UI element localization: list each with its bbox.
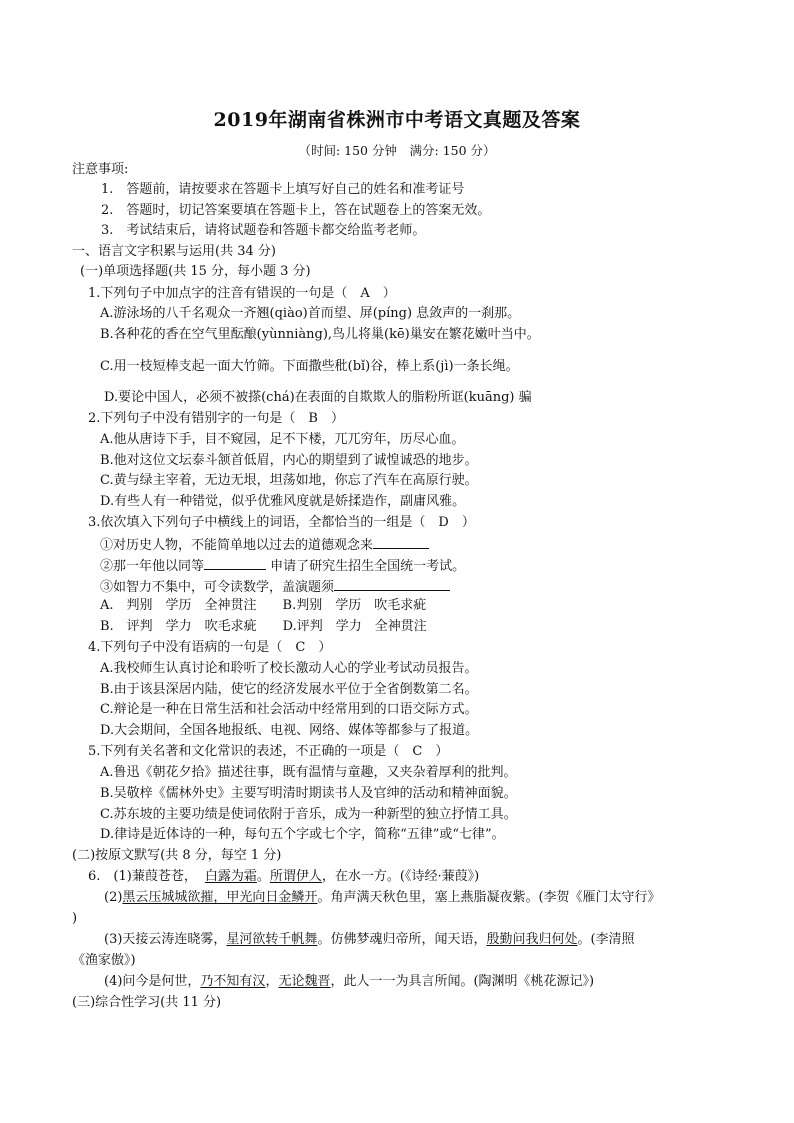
- question-option: C.辩论是一种在日常生活和社会活动中经常用到的口语交际方式。: [100, 702, 478, 717]
- question-option: A. 判别 学历 全神贯注 B.判别 学历 吹毛求疵: [100, 598, 427, 613]
- question-option: B.他对这位文坛泰斗颔首低眉，内心的期望到了诚惶诚恐的地步。: [100, 453, 478, 468]
- recitation-text: 。: [256, 869, 270, 884]
- recitation-text: (3)天接云涛连晓雾，: [104, 932, 227, 947]
- notice-item: 2. 答题时，切记答案要填在答题卡上，答在试题卷上的答案无效。: [101, 203, 491, 218]
- recitation-answer: 黑云压城城欲摧，甲光向日金鳞开: [122, 890, 318, 905]
- fill-sentence: [100, 556, 465, 576]
- recitation-text: 。仿佛梦魂归帝所，闻天语，: [317, 932, 487, 947]
- question-option: D.大会期间，全国各地报纸、电视、网络、媒体等都参与了报道。: [100, 723, 479, 738]
- question-option: B.吴敬梓《儒林外史》主要写明清时期读书人及官绅的活动和精神面貌。: [100, 786, 517, 801]
- question-stem: 2.下列句子中没有错别字的一句是（ B ）: [88, 411, 344, 426]
- question-option: D.有些人有一种错觉，似乎优雅风度就是娇揉造作，副庸风雅。: [100, 494, 466, 509]
- recitation-line: [88, 868, 479, 886]
- question-stem: 4.下列句子中没有语病的一句是（ C ）: [88, 640, 332, 655]
- exam-time-info: （时间: 150 分钟 满分: 150 分）: [298, 143, 496, 158]
- recitation-answer: 所谓伊人: [269, 869, 322, 884]
- part-heading: (二)按原文默写(共 8 分，每空 1 分): [72, 848, 282, 863]
- page-title: 2019年湖南省株洲市中考语文真题及答案: [213, 109, 581, 131]
- recitation-text: 。角声满天秋色里，塞上燕脂凝夜紫。(李贺《雁门太守行》: [317, 890, 661, 905]
- question-option: A.鲁迅《朝花夕拾》描述往事，既有温情与童趣，又夹杂着厚利的批判。: [100, 765, 517, 780]
- question-option: D.要论中国人，必须不被搽(chá)在表面的自欺欺人的脂粉所诓(kuāng) 骗: [104, 390, 532, 405]
- fill-sentence-text: ③如智力不集中，可令读数学，盖演题须: [100, 580, 335, 595]
- fill-sentence-text: ①对历史人物，不能简单地以过去的道德观念来: [100, 538, 374, 553]
- recitation-text: 6. (1)蒹葭苍苍，: [88, 869, 197, 884]
- question-stem: 1.下列句子中加点字的注音有错误的一句是（ A ）: [88, 286, 396, 301]
- part-heading: (三)综合性学习(共 11 分): [72, 995, 222, 1010]
- recitation-line: [104, 931, 635, 949]
- recitation-text: (2): [104, 890, 123, 905]
- section-heading: 一、语言文字积累与运用(共 34 分): [72, 244, 276, 259]
- recitation-text: 《渔家傲》): [72, 953, 136, 968]
- question-option: A.游泳场的八千名观众一齐翘(qiào)首而望、屏(píng) 息敛声的一刹那。: [100, 306, 521, 321]
- question-option: D.律诗是近体诗的一种，每句五个字或七个字，简称“五律”或“七律”。: [100, 827, 505, 842]
- question-option: A.我校师生认真讨论和聆听了校长激动人心的学业考试动员报告。: [100, 661, 478, 676]
- recitation-line: [104, 973, 594, 991]
- question-option: B.由于该县深居内陆，使它的经济发展水平位于全省倒数第二名。: [100, 682, 478, 697]
- fill-sentence: [100, 535, 429, 555]
- notice-heading: 注意事项:: [72, 162, 129, 177]
- question-stem: 3.依次填入下列句子中横线上的词语，全都恰当的一组是（ D ）: [88, 515, 475, 530]
- recitation-line: [104, 889, 661, 907]
- recitation-text: ，: [265, 974, 279, 989]
- fill-sentence-text: ②那一年他以同等: [100, 559, 205, 574]
- recitation-text: (4)问今是何世，: [104, 974, 201, 989]
- notice-item: 3. 考试结束后，请将试题卷和答题卡都交给监考老师。: [101, 223, 426, 238]
- notice-item: 1. 答题前，请按要求在答题卡上填写好自己的姓名和准考证号: [101, 182, 465, 197]
- recitation-text: ，在水一方。(《诗经·蒹葭》): [321, 869, 480, 884]
- question-option: C.苏东坡的主要功绩是使词依附于音乐，成为一种新型的独立抒情工具。: [100, 807, 517, 822]
- recitation-answer: 星河欲转千帆舞: [226, 932, 318, 947]
- fill-sentence-text: 申请了研究生招生全国统一考试。: [266, 559, 466, 574]
- question-option: C.用一枝短棒支起一面大竹筛。下面撒些秕(bǐ)谷，棒上系(jì)一条长绳。: [100, 359, 519, 374]
- recitation-answer: 殷勤问我归何处: [486, 932, 578, 947]
- fill-sentence: [100, 577, 450, 597]
- part-heading: (一)单项选择题(共 15 分，每小题 3 分): [80, 264, 311, 279]
- answer-blank: [334, 577, 450, 591]
- question-stem: 5.下列有关名著和文化常识的表述，不正确的一项是（ C ）: [88, 744, 449, 759]
- question-option: B. 评判 学力 吹毛求疵 D.评判 学力 全神贯注: [100, 619, 427, 634]
- recitation-answer: 白露为霜: [204, 869, 257, 884]
- recitation-answer: 无论魏晋: [278, 974, 331, 989]
- question-option: B.各种花的香在空气里酝酿(yùnniàng),鸟儿将巢(kē)巢安在繁花嫩叶当中。: [100, 327, 540, 342]
- recitation-answer: 乃不知有汉: [200, 974, 266, 989]
- recitation-text: ): [72, 911, 78, 926]
- answer-blank: [373, 535, 429, 549]
- recitation-text: ，此人一一为具言所闻。(陶渊明《桃花源记》): [330, 974, 595, 989]
- recitation-text: 。(李清照: [577, 932, 635, 947]
- question-option: C.黄与绿主宰着，无边无垠，坦荡如地，你忘了汽车在高原行驶。: [100, 473, 478, 488]
- answer-blank: [204, 556, 266, 570]
- question-option: A.他从唐诗下手，目不窥园，足不下楼，兀兀穷年，历尽心血。: [100, 432, 465, 447]
